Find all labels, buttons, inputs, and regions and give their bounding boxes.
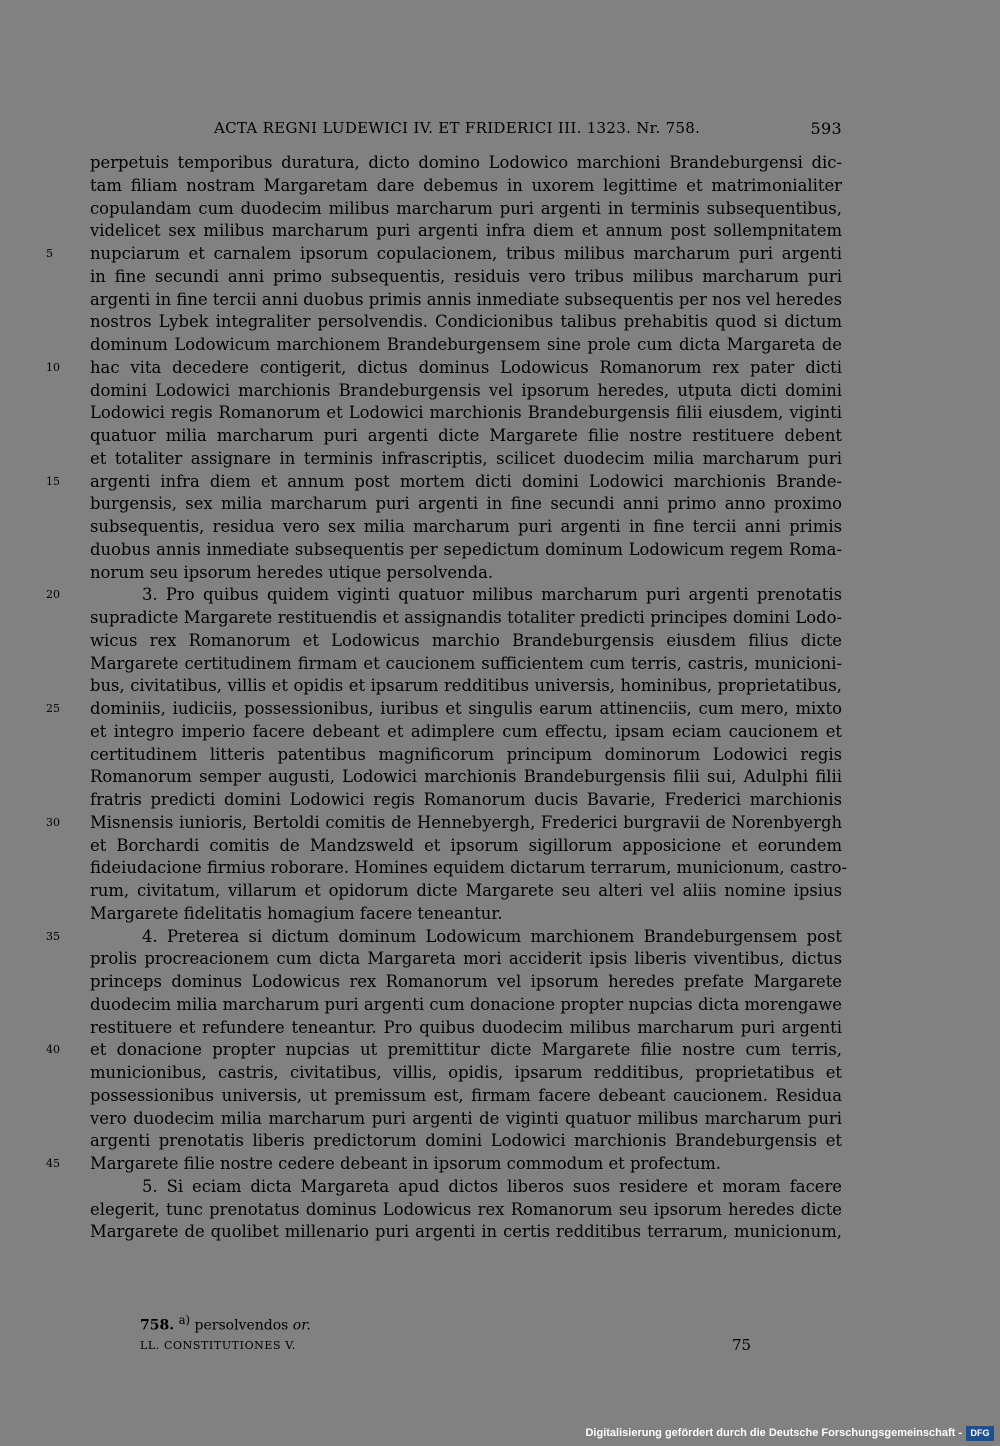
line-text: et Borchardi comitis de Mandzsweld et ipsorum sigillorum apposicione et eorundem (90, 835, 842, 855)
text-line (90, 220, 842, 243)
text-line (90, 539, 842, 562)
line-text: nupciarum et carnalem ipsorum copulacionem, tribus milibus marcharum puri argenti (90, 244, 842, 263)
text-line (90, 1130, 842, 1153)
line-text: et integro imperio facere debeant et adimplere cum effectu, ipsam eciam caucionem et (90, 721, 842, 741)
funding-text: Digitalisierung gefördert durch die Deutsche Forschungsgemeinschaft - (585, 1427, 962, 1439)
line-text: subsequentis, residua vero sex milia marcharum puri argenti in fine tercii anni primis (90, 517, 842, 536)
line-text: princeps dominus Lodowicus rex Romanorum vel ipsorum heredes prefate Margarete (90, 972, 842, 991)
line-text: 3. Pro quibus quidem viginti quatuor milibus marcharum puri argenti prenotatis (142, 585, 842, 605)
line-number: 35 (46, 929, 60, 943)
funding-bar (0, 1422, 1000, 1446)
text-line (46, 698, 842, 721)
line-text: burgensis, sex milia marcharum puri argenti in fine secundi anni primo anno proximo (90, 494, 842, 514)
line-text: Lodowici regis Romanorum et Lodowici marchionis Brandeburgensis filii eiusdem, viginti (90, 403, 842, 423)
line-text: Misnensis iunioris, Bertoldi comitis de Hennebyergh, Frederici burgravii de Norenbyergh (90, 812, 842, 832)
line-text: vero duodecim milia marcharum puri argenti de viginti quatuor milibus marcharum puri (90, 1108, 842, 1128)
text-line (90, 516, 842, 539)
line-text: municionibus, castris, civitatibus, villis, opidis, ipsarum redditibus, proprietatibus et (90, 1063, 842, 1082)
text-line (46, 471, 842, 494)
line-text: et totaliter assignare in terminis infrascriptis, scilicet duodecim milia marcharum puri (90, 448, 842, 468)
line-text: argenti in fine tercii anni duobus primis annis inmediate subsequentis per nos vel heredes (90, 289, 842, 309)
line-text: et donacione propter nupcias ut premittitur dicte Margarete filie nostre cum terris, (90, 1040, 842, 1060)
line-number: 15 (46, 474, 60, 488)
text-line (90, 1085, 842, 1108)
text-line (90, 630, 842, 653)
text-line (46, 812, 842, 835)
line-text: fratris predicti domini Lodowici regis Romanorum ducis Bavarie, Frederici marchionis (90, 790, 842, 809)
text-line (90, 1176, 842, 1199)
line-text: perpetuis temporibus duratura, dicto domino Lodowico marchioni Brandeburgensi dic- (90, 153, 842, 172)
line-text: norum seu ipsorum heredes utique persolvenda. (90, 562, 494, 582)
line-text: argenti prenotatis liberis predictorum domini Lodowici marchionis Brandeburgensis et (90, 1131, 842, 1151)
text-line (90, 948, 842, 971)
text-line (90, 903, 842, 926)
line-text: possessionibus universis, ut premissum est, firmam facere debeant caucionem. Residua (90, 1085, 842, 1105)
document-body (46, 152, 848, 1244)
line-text: domini Lodowici marchionis Brandeburgensis vel ipsorum heredes, utputa dicti domini (90, 380, 842, 400)
text-line (90, 402, 842, 425)
line-text: duobus annis inmediate subsequentis per sepedictum dominum Lodowicum regem Roma- (90, 539, 842, 559)
text-line (90, 266, 842, 289)
footnote (140, 1313, 311, 1334)
text-line (90, 380, 842, 403)
line-number: 25 (46, 702, 60, 715)
footnote-note: or. (292, 1317, 311, 1334)
line-number: 40 (46, 1043, 60, 1057)
line-text: rum, civitatum, villarum et opidorum dicte Margarete seu alteri vel aliis nomine ipsius (90, 881, 842, 900)
line-text: in fine secundi anni primo subsequentis, residuis vero tribus milibus marcharum puri (90, 266, 842, 286)
line-text: Margarete fidelitatis homagium facere teneantur. (90, 903, 503, 923)
text-line (46, 926, 842, 949)
line-text: dominiis, iudiciis, possessionibus, iuribus et singulis earum attinenciis, cum mero, mixto (90, 699, 842, 718)
text-line (90, 1062, 842, 1085)
text-line (90, 493, 842, 516)
text-line (90, 675, 842, 698)
footnote-number: 758. (140, 1317, 175, 1334)
text-line (90, 198, 842, 221)
line-text: Margarete filie nostre cedere debeant in ipsorum commodum et profectum. (90, 1154, 722, 1173)
text-line (46, 243, 842, 266)
text-line (90, 721, 842, 744)
text-line (90, 289, 842, 312)
text-line (90, 835, 842, 858)
line-number: 5 (46, 247, 53, 260)
line-text: 5. Si eciam dicta Margareta apud dictos liberos suos residere et moram facere (142, 1176, 842, 1196)
text-line (90, 425, 842, 448)
footnote-marker: a) (178, 1313, 191, 1327)
text-line (90, 311, 842, 334)
line-text: Romanorum semper augusti, Lodowici marchionis Brandeburgensis filii sui, Adulphi filii (90, 767, 842, 787)
text-line (90, 562, 842, 585)
printer-signature: LL. CONSTITUTIONES V. (140, 1339, 296, 1352)
line-text: restituere et refundere teneantur. Pro quibus duodecim milibus marcharum puri argenti (90, 1017, 842, 1037)
sheet-number: 75 (732, 1336, 752, 1354)
text-line (90, 1108, 842, 1131)
text-line (90, 152, 842, 175)
text-line (90, 175, 842, 198)
line-text: Margarete certitudinem firmam et caucionem sufficientem cum terris, castris, municioni- (90, 653, 842, 673)
text-line (90, 880, 842, 903)
line-text: supradicte Margarete restituendis et assignandis totaliter predicti principes domini Lodo- (90, 608, 842, 627)
text-line (46, 357, 842, 380)
line-text: dominum Lodowicum marchionem Brandeburgensem sine prole cum dicta Margareta de (90, 335, 842, 354)
line-text: 4. Preterea si dictum dominum Lodowicum marchionem Brandeburgensem post (142, 926, 842, 946)
line-text: elegerit, tunc prenotatus dominus Lodowicus rex Romanorum seu ipsorum heredes dicte (90, 1199, 842, 1219)
line-text: videlicet sex milibus marcharum puri argenti infra diem et annum post sollempnitatem (90, 221, 842, 241)
line-text: Margarete de quolibet millenario puri argenti in certis redditibus terrarum, municionum, (90, 1222, 842, 1242)
text-line (90, 1221, 842, 1244)
line-number: 30 (46, 815, 60, 829)
text-line (90, 744, 842, 767)
line-number: 10 (46, 360, 60, 374)
line-text: fideiudacione firmius roborare. Homines equidem dictarum terrarum, municionum, castro- (90, 858, 848, 878)
line-text: hac vita decedere contigerit, dictus dominus Lodowicus Romanorum rex pater dicti (90, 357, 842, 377)
line-text: prolis procreacionem cum dicta Margareta mori acciderit ipsis liberis viventibus, dictus (90, 949, 842, 969)
text-line (46, 1039, 842, 1062)
line-text: wicus rex Romanorum et Lodowicus marchio Brandeburgensis eiusdem filius dicte (90, 630, 842, 650)
line-text: bus, civitatibus, villis et opidis et ipsarum redditibus universis, hominibus, proprietatibus, (90, 676, 842, 696)
dfg-logo-icon: DFG (966, 1426, 994, 1441)
page-number: 593 (810, 119, 842, 138)
line-number: 20 (46, 588, 60, 602)
line-text: copulandam cum duodecim milibus marcharum puri argenti in terminis subsequentibus, (90, 198, 842, 218)
line-text: tam filiam nostram Margaretam dare debemus in uxorem legittime et matrimonialiter (90, 175, 842, 195)
text-line (90, 448, 842, 471)
text-line (90, 1199, 842, 1222)
line-number: 45 (46, 1157, 60, 1170)
line-text: certitudinem litteris patentibus magnificorum principum dominorum Lodowici regis (90, 744, 842, 764)
line-text: quatuor milia marcharum puri argenti dicte Margarete filie nostre restituere debent (90, 426, 842, 445)
text-line (90, 857, 848, 880)
text-line (90, 766, 842, 789)
line-text: argenti infra diem et annum post mortem dicti domini Lodowici marchionis Brande- (90, 471, 842, 491)
page-header (90, 119, 842, 141)
text-line (90, 607, 842, 630)
text-line (46, 584, 842, 607)
line-text: nostros Lybek integraliter persolvendis. Condicionibus talibus prehabitis quod si dictum (90, 312, 842, 332)
text-line (90, 789, 842, 812)
text-line (90, 994, 842, 1017)
footnote-text: persolvendos (194, 1317, 289, 1334)
line-text: duodecim milia marcharum puri argenti cum donacione propter nupcias dicta morengawe (90, 994, 842, 1014)
text-line (90, 1017, 842, 1040)
text-line (90, 971, 842, 994)
text-line (46, 1153, 842, 1176)
text-line (90, 334, 842, 357)
text-line (90, 653, 842, 676)
running-title: ACTA REGNI LUDEWICI IV. ET FRIDERICI III. 1323. Nr. 758. (214, 119, 701, 137)
